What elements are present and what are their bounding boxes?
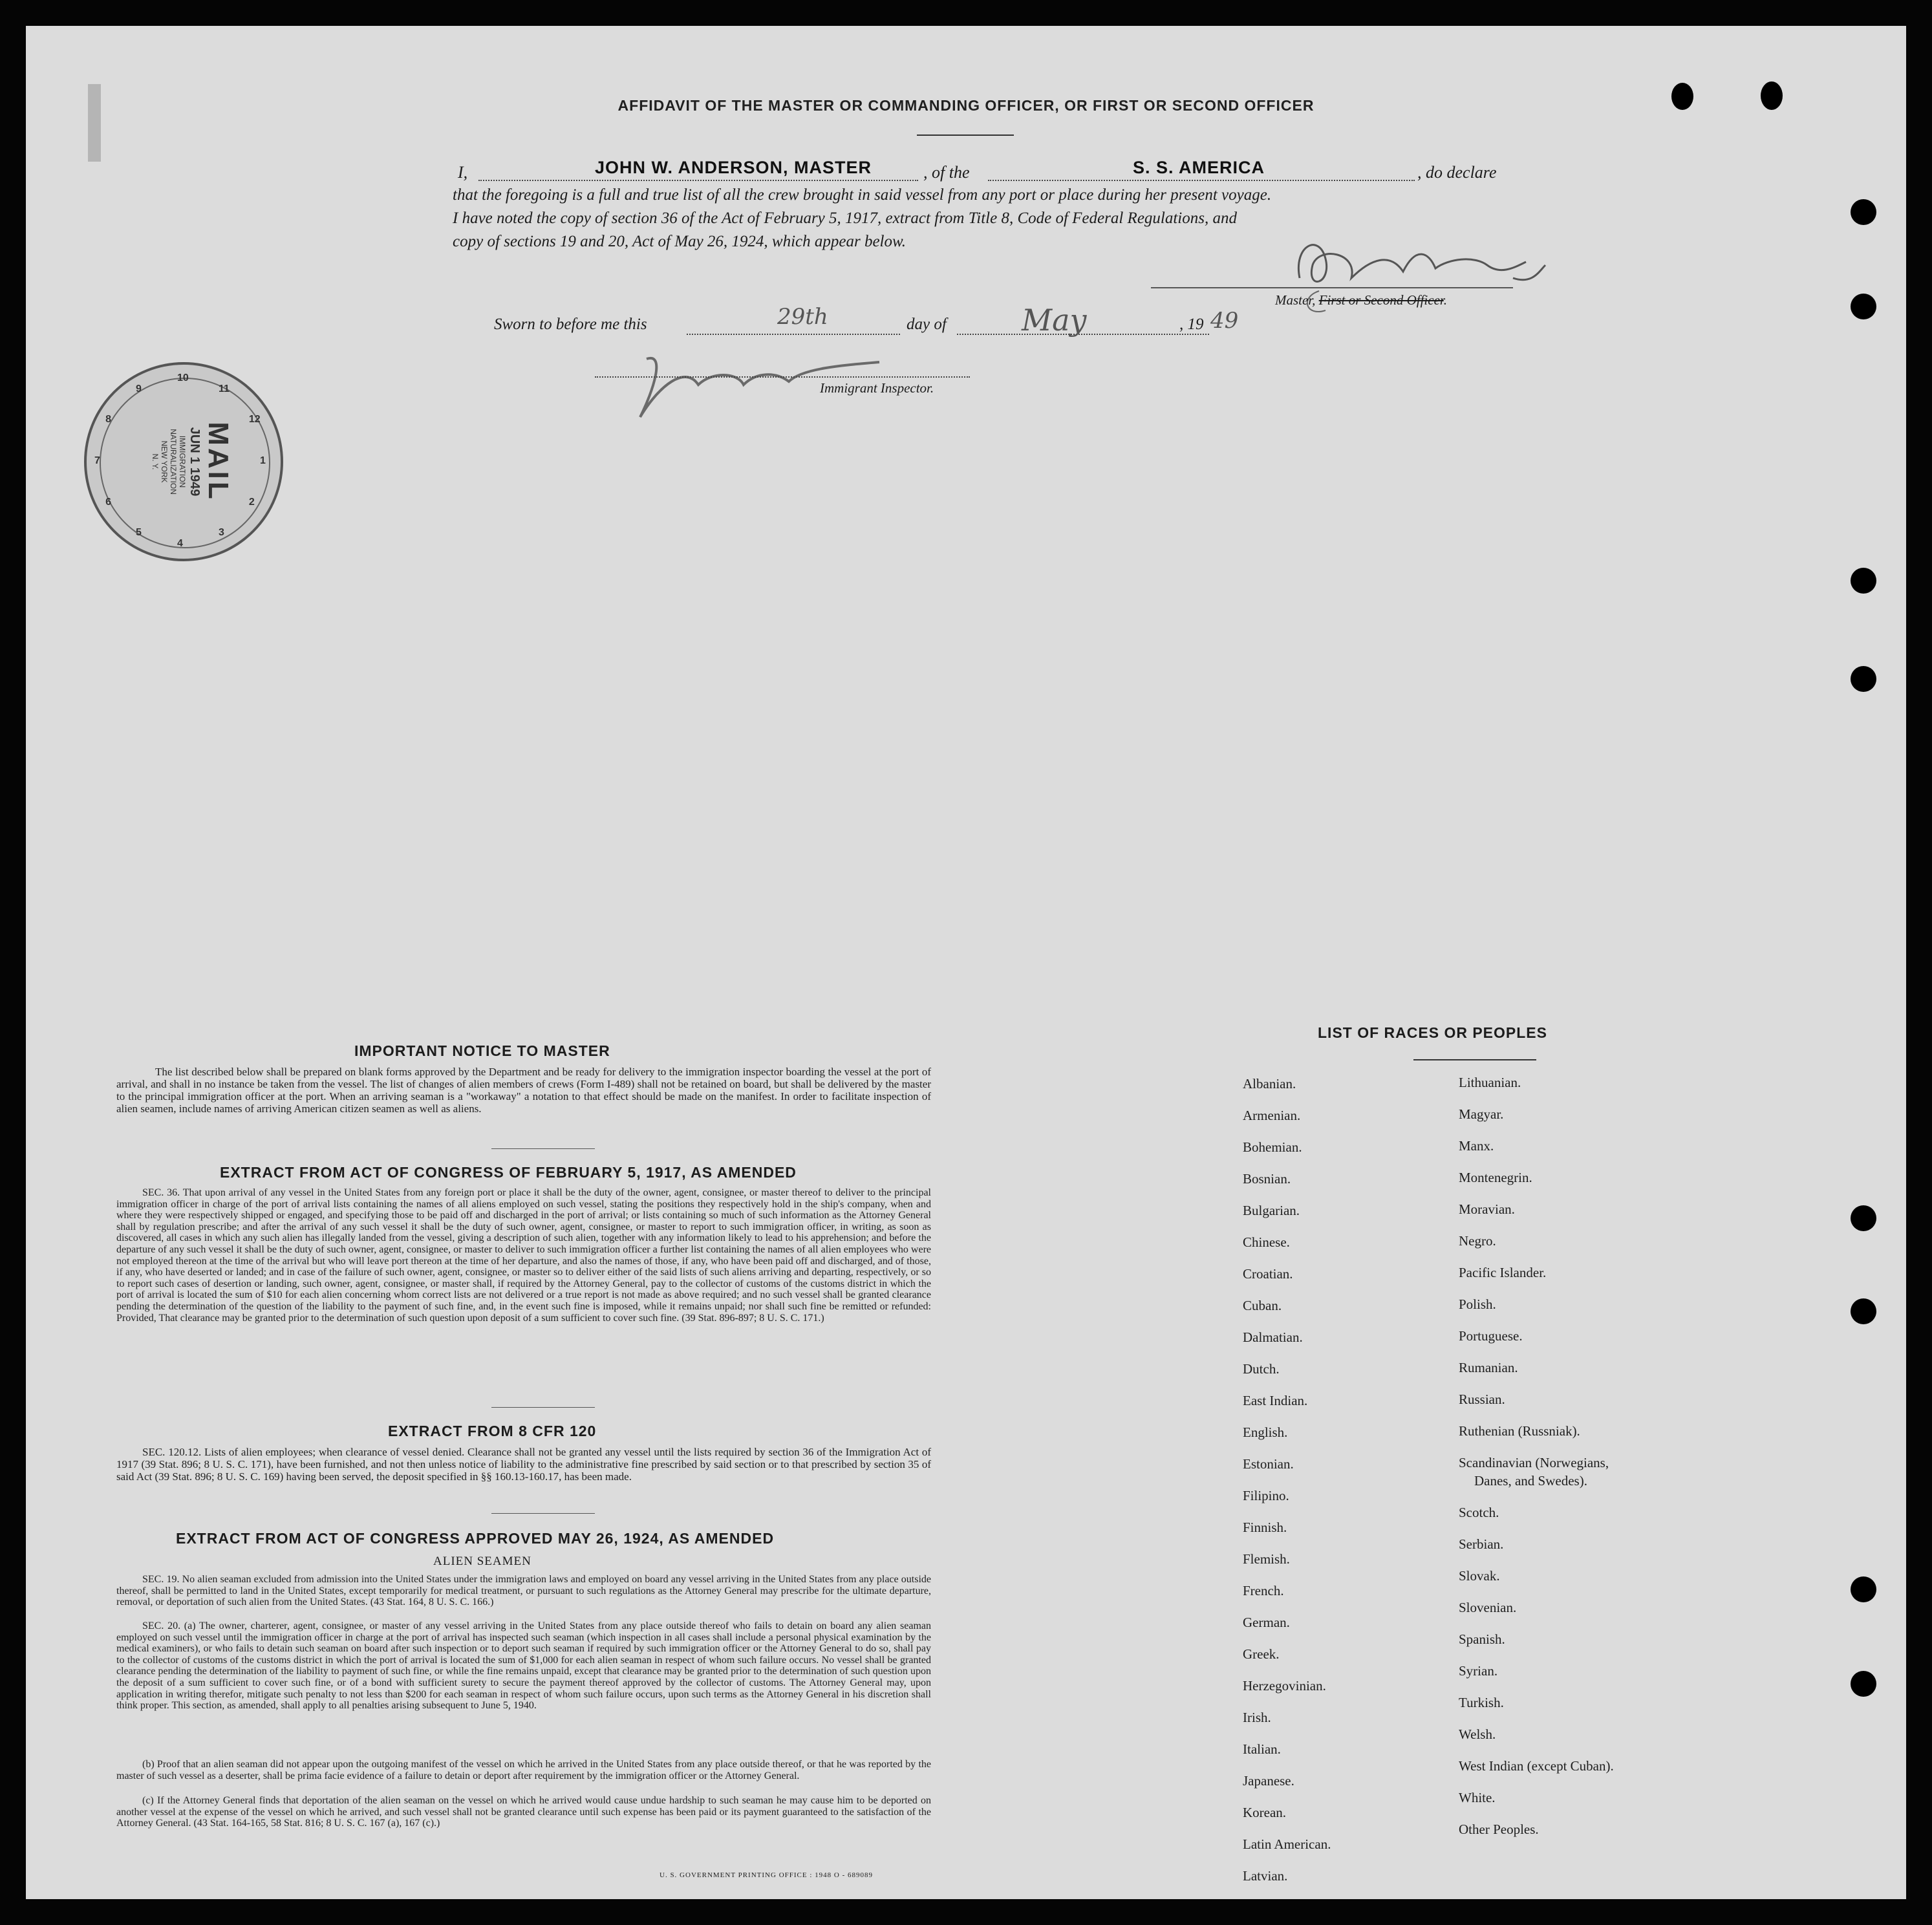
extract-1924-title: EXTRACT FROM ACT OF CONGRESS APPROVED MAY 26, 1924, AS AMENDED <box>176 1530 775 1547</box>
races-divider <box>1413 1059 1536 1060</box>
stamp-date: JUN 1 1949 <box>188 427 202 497</box>
punch-hole <box>1851 568 1876 594</box>
extract-1917-title: EXTRACT FROM ACT OF CONGRESS OF FEBRUARY 5, 1917, AS AMENDED <box>220 1164 797 1181</box>
race-item: Manx. <box>1459 1138 1494 1154</box>
signature-caption-struck: First or Second Officer <box>1318 292 1444 308</box>
affidavit-line-3: I have noted the copy of section 36 of the Act of February 5, 1917, extract from Title 8, Code of Federal Regulations, and <box>453 210 1237 227</box>
race-item: Dutch. <box>1243 1361 1280 1377</box>
race-item: Turkish. <box>1459 1695 1504 1710</box>
race-item: Rumanian. <box>1459 1360 1518 1375</box>
mail-stamp <box>84 362 283 561</box>
do-declare-label: , do declare <box>1417 163 1497 182</box>
punch-hole <box>1851 199 1876 225</box>
race-item: Herzegovinian. <box>1243 1678 1326 1694</box>
stamp-line-2: NATURALIZATION <box>169 429 178 495</box>
race-item: Ruthenian (Russniak). <box>1459 1423 1580 1439</box>
race-item: Scotch. <box>1459 1505 1499 1520</box>
race-item: West Indian (except Cuban). <box>1459 1758 1614 1774</box>
punch-hole <box>1851 294 1876 319</box>
stamp-line-4: N. Y. <box>151 453 160 470</box>
stamp-ring-number: 6 <box>105 497 112 508</box>
inspector-line <box>595 376 970 378</box>
race-item: Bulgarian. <box>1243 1203 1300 1218</box>
year-suffix: 49 <box>1210 308 1239 334</box>
race-item: Chinese. <box>1243 1234 1290 1250</box>
race-item: Filipino. <box>1243 1488 1289 1503</box>
stamp-ring-number: 10 <box>177 372 189 383</box>
stamp-ring-number: 11 <box>219 383 230 395</box>
punch-hole <box>1851 666 1876 692</box>
margin-marker <box>88 84 101 162</box>
race-item: East Indian. <box>1243 1393 1308 1408</box>
affidavit-title: AFFIDAVIT OF THE MASTER OR COMMANDING OFFICER, OR FIRST OR SECOND OFFICER <box>617 97 1315 114</box>
race-item: Spanish. <box>1459 1631 1505 1647</box>
extract-1924-sec19: SEC. 19. No alien seaman excluded from admission into the United States under the immigration laws and employed on board any vessel arriving in the United States from any place outside thereof, shall be permitted to land in the United States, except temporarily for medical treatment, or pursuant to such regulations as the Attorney General may prescribe for the ultimate departure, removal, or deportation of such alien from the United States. (43 Stat. 164, 8 U. S. C. 166.) <box>116 1574 931 1608</box>
race-item: English. <box>1243 1425 1288 1440</box>
signature-line <box>1151 287 1513 288</box>
stamp-line-3: NEW YORK <box>160 440 169 483</box>
vessel-line <box>988 180 1415 181</box>
stamp-ring-number: 4 <box>177 538 183 549</box>
race-item: Lithuanian. <box>1459 1075 1521 1090</box>
race-item: German. <box>1243 1615 1290 1630</box>
race-item: Moravian. <box>1459 1201 1515 1217</box>
race-item: Portuguese. <box>1459 1328 1523 1344</box>
race-item: Slovenian. <box>1459 1600 1517 1615</box>
stamp-ring-number: 8 <box>105 414 112 425</box>
race-item: Bohemian. <box>1243 1139 1302 1155</box>
race-item: Flemish. <box>1243 1551 1290 1567</box>
signature-caption-end: . <box>1443 292 1447 308</box>
punch-hole <box>1671 83 1693 110</box>
stamp-ring-number: 12 <box>248 414 261 425</box>
sworn-day: 29th <box>777 304 828 330</box>
master-name-line <box>478 180 918 181</box>
race-item: Finnish. <box>1243 1520 1287 1535</box>
stamp-word: MAIL <box>202 422 234 502</box>
race-item: Magyar. <box>1459 1106 1504 1122</box>
race-item: Estonian. <box>1243 1456 1294 1472</box>
race-item: Greek. <box>1243 1646 1280 1662</box>
extract-cfr-body: SEC. 120.12. Lists of alien employees; when clearance of vessel denied. Clearance shall not be granted any vessel until the lists required by section 36 of the Immigration Act of 1917 (39 Stat. 896; 8 U. S. C. 171), have been furnished, and not then unless notice of liability to the administrative fine prescribed by said section or to that prescribed by section 35 of said Act (39 Stat. 896; 8 U. S. C. 169) having been served, the deposit specified in §§ 160.13-160.17, has been made. <box>116 1446 931 1483</box>
extract-1917-body: SEC. 36. That upon arrival of any vessel in the United States from any foreign port or place it shall be the duty of the owner, agent, consignee, or master thereof to deliver to the principal immigration officer in charge of the port of arrival lists containing the names of all aliens employed on such vessel, stating the positions they respectively hold in the ship's company, when and where they were respectively shipped or engaged, and specifying those to be paid off and discharged in the port of arrival; or lists containing so much of such information as the Attorney General shall by regulation prescribe; and after the arrival of any such vessel it shall be the duty of such owner, agent, consignee, or master to report to such immigration officer, in writing, as soon as discovered, all cases in which any such alien has illegally landed from the vessel, giving a description of such alien, together with any information likely to lead to his apprehension; and before the departure of any such vessel it shall be the duty of such owner, agent, consignee, or master to deliver to such immigration officer a further list containing the names of all alien employees who were not employed thereon at the time of the arrival but who will leave port thereon at the time of her departure, and also the names of those, if any, who have been paid off and discharged, and of those, if any, who have deserted or landed; and in case of the failure of such owner, agent, consignee, or master so to deliver either of the said lists of such aliens arriving and departing, respectively, or so to report such cases of desertion or landing, such owner, agent, consignee, or master shall, if required by the Attorney General, pay to the collector of customs of the customs district in which the port of arrival is located the sum of $10 for each alien concerning whom correct lists are not delivered or a true report is not made as above required; and no such vessel shall be granted clearance pending the determination of the question of the liability to the payment of such fine, and, in the event such fine is imposed, while it remains unpaid; nor shall such fine be remitted or refunded: Provided, That clearance may be granted prior to the determination of such question upon deposit of a sum sufficient to cover such fine. (39 Stat. 896-897; 8 U. S. C. 171.) <box>116 1187 931 1324</box>
race-item: Croatian. <box>1243 1266 1293 1282</box>
punch-hole <box>1851 1298 1876 1324</box>
year-prefix: , 19 <box>1179 316 1204 333</box>
master-name: JOHN W. ANDERSON, MASTER <box>595 158 872 177</box>
notice-title: IMPORTANT NOTICE TO MASTER <box>354 1042 610 1059</box>
race-item: Russian. <box>1459 1392 1505 1407</box>
race-item: Cuban. <box>1243 1298 1282 1313</box>
race-item: Japanese. <box>1243 1773 1294 1789</box>
extract-1917-divider <box>491 1407 595 1408</box>
race-item: White. <box>1459 1790 1496 1805</box>
extract-1924-sec20b: (b) Proof that an alien seaman did not appear upon the outgoing manifest of the vessel on which he arrived in the United States from any place outside thereof, or that he was reported by the master of such vessel as a deserter, shall be prima facie evidence of a failure to detain or deport after requirement by the immigration officer or the Attorney General. <box>116 1759 931 1781</box>
i-label: I, <box>458 163 468 182</box>
punch-hole <box>1851 1671 1876 1697</box>
stamp-ring-number: 7 <box>94 455 100 466</box>
race-item: Italian. <box>1243 1741 1281 1757</box>
stamp-ring-number: 5 <box>136 526 142 538</box>
affidavit-line-4: copy of sections 19 and 20, Act of May 26, 1924, which appear below. <box>453 233 907 250</box>
punch-hole <box>1851 1576 1876 1602</box>
race-item: Latvian. <box>1243 1868 1288 1884</box>
race-item: Polish. <box>1459 1296 1496 1312</box>
race-item: French. <box>1243 1583 1284 1598</box>
extract-1924-subtitle: ALIEN SEAMEN <box>433 1554 531 1568</box>
race-item: Pacific Islander. <box>1459 1265 1547 1280</box>
signature-caption <box>1275 292 1447 308</box>
printing-office-footer: U. S. GOVERNMENT PRINTING OFFICE : 1948 O - 689089 <box>660 1871 874 1879</box>
stamp-ring-number: 2 <box>248 497 255 508</box>
punch-hole <box>1761 81 1783 110</box>
race-item: Latin American. <box>1243 1836 1331 1852</box>
race-item: Armenian. <box>1243 1108 1301 1123</box>
punch-hole <box>1851 1205 1876 1231</box>
race-item: Montenegrin. <box>1459 1170 1532 1185</box>
race-item: Other Peoples. <box>1459 1822 1539 1837</box>
race-item: Serbian. <box>1459 1536 1504 1552</box>
of-the-label: , of the <box>923 163 970 182</box>
race-item: Dalmatian. <box>1243 1329 1303 1345</box>
stamp-ring-number: 3 <box>219 526 224 538</box>
stamp-ring-number: 1 <box>260 455 266 466</box>
race-item: Irish. <box>1243 1710 1271 1725</box>
stamp-ring-number: 9 <box>136 383 142 395</box>
inspector-label: Immigrant Inspector. <box>820 380 934 396</box>
extract-cfr-divider <box>491 1513 595 1514</box>
race-item: Korean. <box>1243 1805 1287 1820</box>
day-of-label: day of <box>907 316 947 333</box>
race-item: Scandinavian (Norwegians, <box>1459 1455 1609 1470</box>
vessel-name: S. S. AMERICA <box>1133 158 1265 177</box>
sworn-label: Sworn to before me this <box>494 316 647 333</box>
race-item: Welsh. <box>1459 1726 1496 1742</box>
races-title: LIST OF RACES OR PEOPLES <box>1318 1024 1547 1041</box>
signature-caption-master: Master, <box>1275 292 1316 308</box>
title-divider <box>917 134 1014 136</box>
race-item: Albanian. <box>1243 1076 1296 1092</box>
race-item: Syrian. <box>1459 1663 1498 1679</box>
race-item: Negro. <box>1459 1233 1496 1249</box>
affidavit-line-2: that the foregoing is a full and true list of all the crew brought in said vessel from any port or place during her present voyage. <box>453 186 1272 204</box>
sworn-day-line <box>687 334 900 335</box>
race-item: Slovak. <box>1459 1568 1500 1584</box>
stamp-line-1: IMMIGRATION <box>178 435 187 488</box>
notice-divider <box>491 1148 595 1149</box>
notice-body: The list described below shall be prepared on blank forms approved by the Department and be ready for delivery to the immigration inspector boarding the vessel at the port of arrival, and shall in no instance be taken from the vessel. The list of changes of alien members of crews (Form I-489) shall not be retained on board, but shall be delivered by the master to the principal immigration officer at the port. When an arriving seaman is a "workaway" a notation to that effect should be made on the manifest. In order to facilitate inspection of alien seamen, include names of arriving American citizen seamen as well as aliens. <box>116 1066 931 1115</box>
sworn-month: May <box>1022 303 1087 338</box>
extract-1924-sec20a: SEC. 20. (a) The owner, charterer, agent, consignee, or master of any vessel arriving in the United States from any place outside thereof who fails to detain on board any alien seaman employed on such vessel until the immigration officer in charge at the port of arrival has inspected such seaman (which inspection in all cases shall include a personal physical examination by the medical examiners), or who fails to detain such seaman on board after such inspection or to deport such seaman if required by such immigration officer or the Attorney General to do so, shall pay to the collector of customs of the customs district in which the port of arrival is located the sum of $1,000 for each alien seaman in respect of whom such failure occurs. No vessel shall be granted clearance pending the determination of the liability to payment of such fine, or while the fine remains unpaid, except that clearance may be granted prior to the determination of such question upon the deposit of a sum sufficient to cover such fine, or of a bond with sufficient surety to secure the payment thereof approved by the collector of customs. The Attorney General may, upon application in writing therefor, mitigate such penalty to not less than $200 for each seaman in respect of whom such failure occurs, upon such terms as the Attorney General in his discretion shall think proper. This section, as amended, shall apply to all penalties arising subsequent to June 5, 1940. <box>116 1620 931 1712</box>
race-item: Danes, and Swedes). <box>1474 1473 1587 1489</box>
stamp-text-block <box>151 365 234 559</box>
document-page <box>26 26 1906 1899</box>
extract-cfr-title: EXTRACT FROM 8 CFR 120 <box>388 1423 597 1439</box>
extract-1924-sec20c: (c) If the Attorney General finds that deportation of the alien seaman on the vessel on which he arrived would cause undue hardship to such seaman he may cause him to be deported on another vessel at the expense of the vessel on which he arrived, and such vessel shall not be granted clearance until such expense has been paid or its payment guaranteed to the satisfaction of the Attorney General. (43 Stat. 164-165, 58 Stat. 816; 8 U. S. C. 167 (a), 167 (c).) <box>116 1795 931 1829</box>
race-item: Bosnian. <box>1243 1171 1291 1187</box>
